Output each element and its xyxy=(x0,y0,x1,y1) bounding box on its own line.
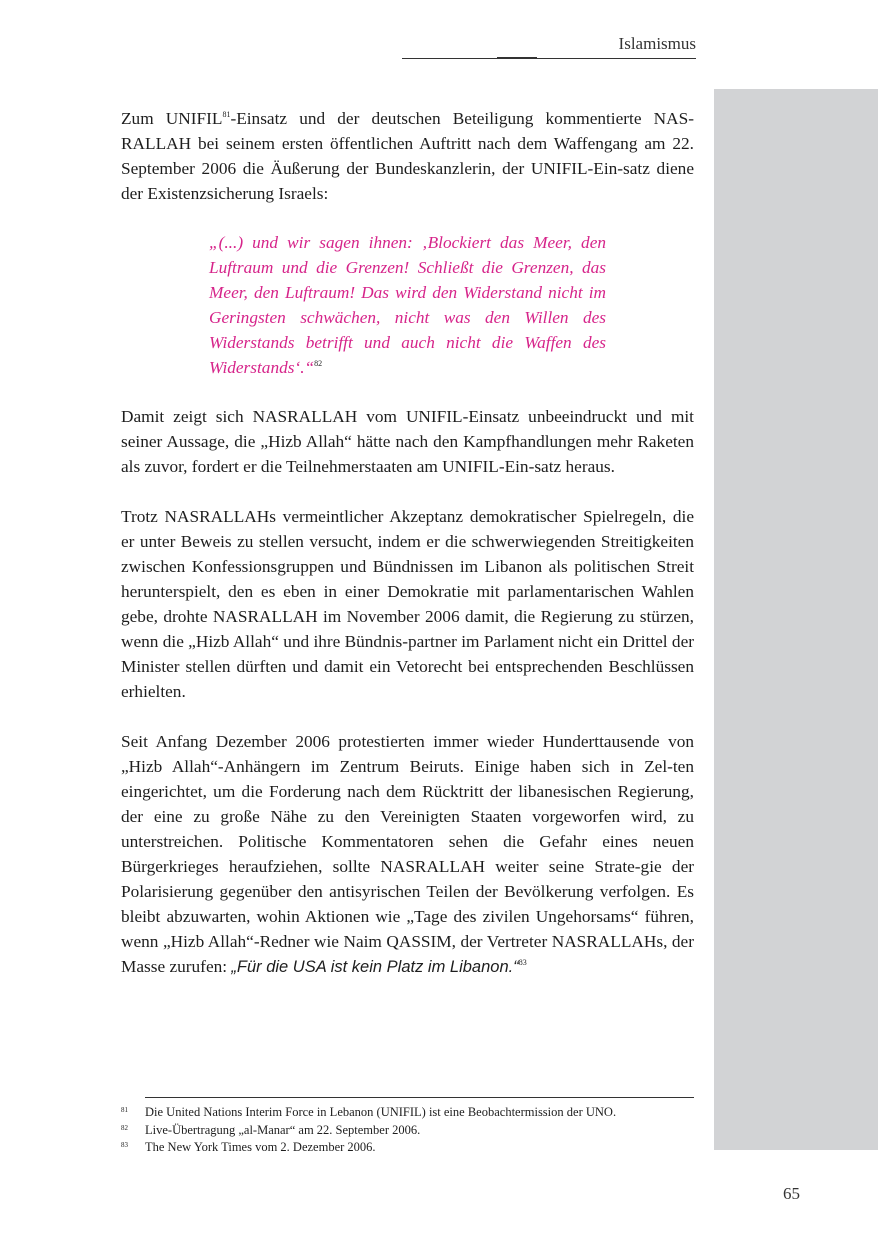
footnote-text: The New York Times vom 2. Dezember 2006. xyxy=(145,1140,376,1154)
running-header: Islamismus xyxy=(618,34,696,53)
footnote-number: 81 xyxy=(121,1106,128,1114)
footnotes xyxy=(121,1104,694,1157)
paragraph-3: Trotz NASRALLAHs vermeintlicher Akzeptanz demokratischer Spielregeln, die er unter Beweis zu stellen versucht, indem er die schwerwiegenden Streitigkeiten zwischen Konfessionsgruppen und Bündnissen im Libanon als politischen Streit herunterspielt, den es eben in einer Demokratie mit parlamentarischen Wahlen gebe, drohte NASRALLAH im November 2006 damit, die Regierung zu stürzen, wenn die „Hizb Allah“ und ihre Bündnis-partner im Parlament nicht ein Drittel der Minister stellen dürften und damit ein Vetorecht bei entsprechenden Beschlüssen erhielten. xyxy=(121,507,694,701)
footnote-number: 83 xyxy=(121,1141,128,1149)
inline-quote: „Für die USA ist kein Platz im Libanon.“ xyxy=(231,958,519,976)
paragraph-2: Damit zeigt sich NASRALLAH vom UNIFIL-Einsatz unbeeindruckt und mit seiner Aussage, die „Hizb Allah“ hätte nach den Kampfhandlungen mehr Raketen als zuvor, fordert er die Teilnehmerstaaten am UNIFIL-Ein-satz heraus. xyxy=(121,407,694,476)
footnote-82 xyxy=(121,1122,694,1140)
footnote-81 xyxy=(121,1104,694,1122)
page-number: 65 xyxy=(783,1184,800,1203)
footnote-83 xyxy=(121,1139,694,1157)
footnote-rule xyxy=(145,1097,694,1098)
header-rule xyxy=(402,58,696,59)
header-rule-accent xyxy=(497,57,537,59)
footnote-ref-81[interactable]: 81 xyxy=(222,110,231,120)
paragraph-4: Seit Anfang Dezember 2006 protestierten immer wieder Hunderttausende von „Hizb Allah“-Anhängern im Zentrum Beiruts. Einige haben sich in Zel-ten eingerichtet, um die Forderung nach dem Rücktritt der libanesischen Regierung, der eine zu große Nähe zu den Vereinigten Staaten vorgeworfen wird, zu unterstreichen. Politische Kommentatoren sehen die Gefahr eines neuen Bürgerkrieges heraufziehen, sollte NASRALLAH weiter seine Strate-gie der Polarisierung gegenüber den antisyrischen Teilen der Bevölkerung verfolgen. Es bleibt abzuwarten, wohin Aktionen wie „Tage des zivilen Ungehorsams“ führen, wenn „Hizb Allah“-Redner wie Naim QASSIM, der Vertreter NASRALLAHs, der Masse zurufen: „Für die USA ist kein Platz im Libanon.“$^{83}$ xyxy=(121,732,694,976)
footnote-text: Live-Übertragung „al-Manar“ am 22. September 2006. xyxy=(145,1122,421,1137)
paragraph-1: Zum UNIFIL$^{81}$-Einsatz und der deutschen Beteiligung kommentierte NAS-RALLAH bei seinem ersten öffentlichen Auftritt nach dem Waffengang am 22. September 2006 die Äußerung der Bundeskanzlerin, der UNIFIL-Ein-satz diene der Existenzsicherung Israels: xyxy=(121,109,694,203)
footnote-ref-83[interactable]: 83 xyxy=(518,958,527,968)
main-text xyxy=(121,106,694,980)
footnote-number: 82 xyxy=(121,1123,128,1132)
block-quote: „(...) und wir sagen ihnen: ‚Blockiert das Meer, den Luftraum und die Grenzen! Schließt die Grenzen, das Meer, den Luftraum! Das wird den Widerstand nicht im Geringsten schwächen, nicht was den Willen des Widerstands betrifft und auch nicht die Waffen des Widerstands‘.“$^{82}$ xyxy=(209,233,606,377)
footnote-text: Die United Nations Interim Force in Lebanon (UNIFIL) ist eine Beobachtermission der UNO. xyxy=(145,1105,617,1119)
margin-sidebar xyxy=(714,89,878,1150)
footnote-ref-82[interactable]: 82 xyxy=(314,359,323,369)
